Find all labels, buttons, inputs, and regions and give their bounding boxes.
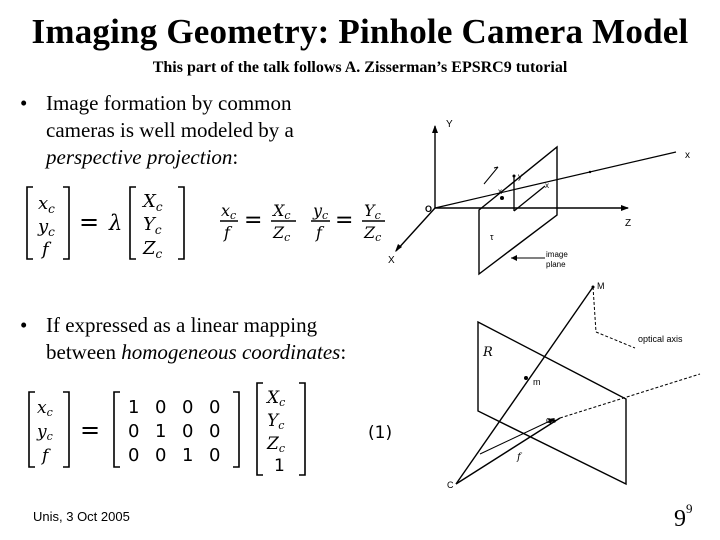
perspective-projection-term: perspective projection: [46, 145, 233, 169]
homogeneous-coordinates-term: homogeneous coordinates: [121, 340, 341, 364]
figure-pinhole-axes: [395, 125, 676, 274]
page-number: $9^9$: [674, 501, 693, 532]
eq-xc: $x_c$: [38, 193, 55, 216]
eq-yc: $y_c$: [38, 216, 55, 239]
mat-Zc: Zc: [267, 434, 285, 455]
fig1-label-y: y: [518, 172, 522, 181]
bullet-dot: •: [20, 313, 28, 337]
slide-footer-date: Unis, 3 Oct 2005: [33, 509, 130, 524]
slide-title: Imaging Geometry: Pinhole Camera Model: [31, 12, 689, 51]
mat-xc: xc: [37, 398, 53, 419]
projection-matrix: [128, 397, 220, 466]
fig2-optical-axis: optical axis: [638, 334, 683, 344]
frac3-den: f: [316, 223, 322, 242]
svg-text:1: 1: [128, 397, 140, 418]
bullet1-line2: cameras is well modeled by a: [46, 118, 294, 142]
frac-equals-1: =: [244, 208, 263, 233]
bullet2-colon: :: [340, 340, 347, 364]
equation-fractions: [220, 201, 385, 244]
frac4-num: Yc: [364, 201, 381, 222]
bullet-dot: •: [20, 91, 28, 115]
svg-text:0: 0: [182, 421, 194, 442]
frac3-num: yc: [313, 201, 329, 222]
fig1-label-x-small: x: [545, 181, 549, 190]
svg-text:0: 0: [128, 445, 140, 466]
svg-text:0: 0: [209, 397, 221, 418]
mat-equals: =: [80, 416, 101, 444]
bullet1-line1: Image formation by common: [46, 91, 292, 115]
eq-Zc: $Z_c$: [143, 238, 163, 261]
fig1-label-X: X: [388, 255, 395, 266]
mat-Yc: Yc: [267, 411, 285, 432]
frac2-num: Xc: [273, 201, 291, 222]
fig1-label-x: x: [685, 150, 690, 161]
bullet2-line1: If expressed as a linear mapping: [46, 313, 318, 337]
fig1-label-tau: τ: [490, 232, 494, 242]
svg-text:1: 1: [182, 445, 194, 466]
fig2-label-f: f: [517, 452, 521, 463]
fig2-label-c: c: [546, 415, 551, 425]
mat-yc: yc: [37, 422, 53, 443]
eq-equals: =: [79, 208, 100, 236]
fig1-image-plane-line2: plane: [546, 260, 566, 269]
slide-subtitle: This part of the talk follows A. Zisserman’s EPSRC9 tutorial: [152, 59, 568, 76]
mat-f: f: [42, 446, 49, 466]
svg-text:1: 1: [155, 421, 167, 442]
bullet2-pre: between: [46, 340, 122, 364]
fig1-label-O: O: [425, 204, 433, 214]
fig2-label-R: R: [483, 345, 493, 360]
fig2-label-M: M: [597, 281, 605, 291]
svg-text:0: 0: [209, 421, 221, 442]
fig1-label-Y: Y: [446, 119, 453, 130]
fig2-label-C: C: [447, 480, 454, 490]
equation-number: (1): [368, 423, 393, 443]
fig2-label-m: m: [533, 377, 541, 387]
mat-one: 1: [274, 456, 285, 476]
frac2-den: Zc: [273, 223, 291, 244]
figure-projection-plane: [456, 286, 700, 485]
svg-text:0: 0: [155, 397, 167, 418]
fig1-image-plane-line1: image: [546, 250, 568, 259]
svg-text:0: 0: [155, 445, 167, 466]
mat-Xc: Xc: [267, 388, 286, 409]
frac1-den: f: [224, 223, 230, 242]
bullet1-colon: :: [232, 145, 239, 169]
svg-text:0: 0: [128, 421, 140, 442]
eq-Yc: $Y_c$: [143, 214, 162, 237]
svg-text:0: 0: [209, 445, 221, 466]
frac-equals-2: =: [335, 208, 354, 233]
eq-lambda: λ: [109, 211, 123, 235]
eq-f: f: [42, 239, 49, 260]
frac4-den: Zc: [364, 223, 382, 244]
eq-Xc: $X_c$: [143, 191, 163, 214]
fig1-label-point-x: x: [498, 187, 502, 196]
equation-homogeneous: [29, 383, 305, 475]
fig1-label-Z: Z: [625, 218, 632, 229]
frac1-num: xc: [221, 201, 237, 222]
svg-text:0: 0: [182, 397, 194, 418]
